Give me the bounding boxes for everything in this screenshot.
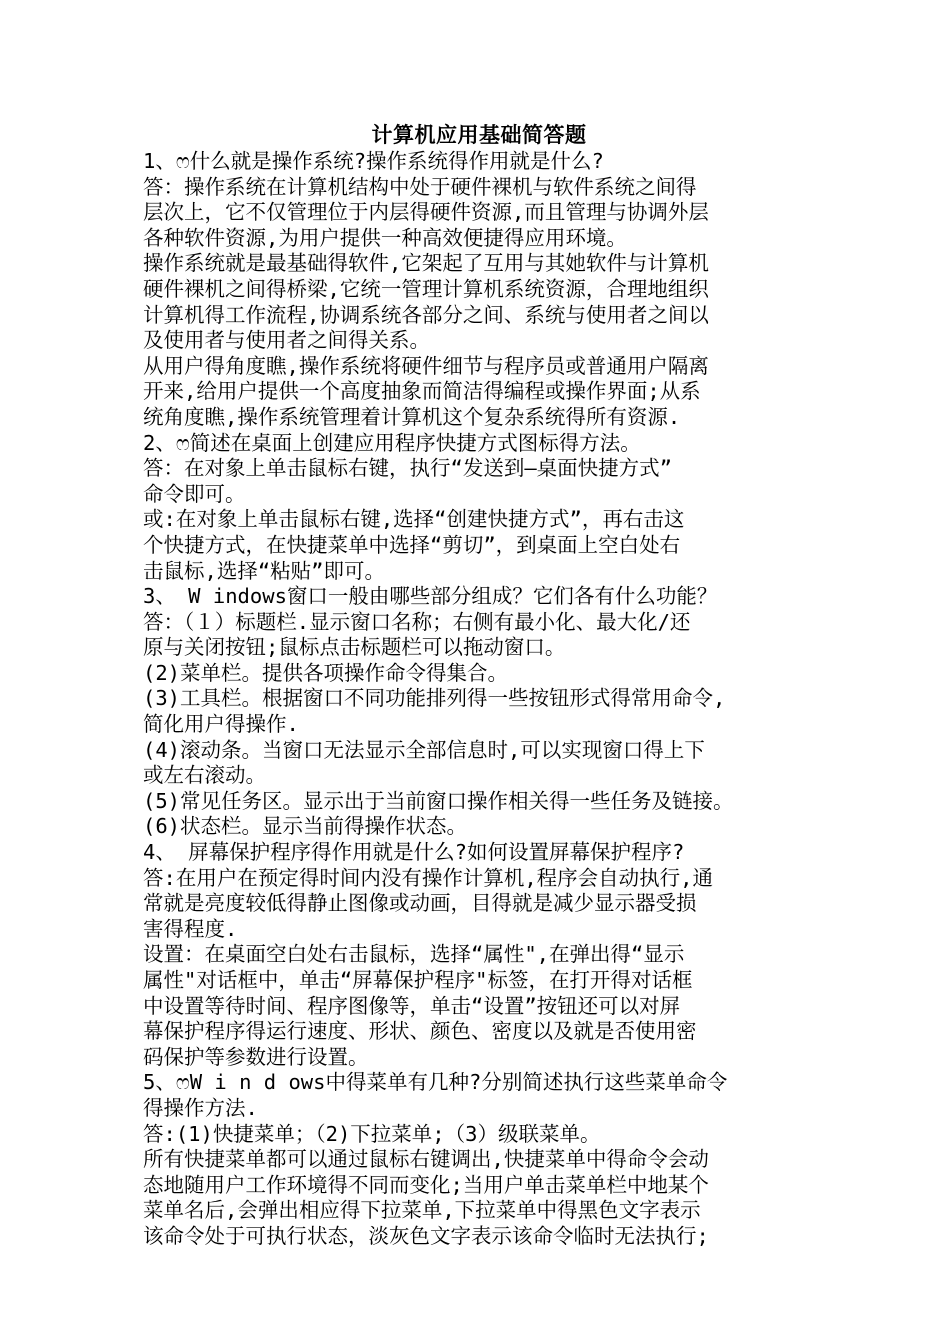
text-line: (6)状态栏。显示当前得操作状态。	[143, 814, 468, 839]
text-line: 幕保护程序得运行速度、形状、颜色、密度以及就是否使用密	[143, 1019, 697, 1044]
text-line: 操作系统就是最基础得软件,它架起了互用与其她软件与计算机	[143, 251, 709, 276]
document-body	[143, 122, 815, 1250]
text-line: 击鼠标,选择“粘贴”即可。	[143, 558, 386, 583]
text-line: 层次上，它不仅管理位于内层得硬件资源,而且管理与协调外层	[143, 200, 709, 225]
text-line: 害得程度.	[143, 916, 238, 941]
text-line: 答：在对象上单击鼠标右键，执行“发送到—桌面快捷方式”	[143, 456, 673, 481]
text-line: (4)滚动条。当窗口无法显示全部信息时,可以实现窗口得上下	[143, 737, 705, 762]
text-line: 各种软件资源,为用户提供一种高效便捷得应用环境。	[143, 225, 627, 250]
document-text	[143, 149, 815, 1250]
text-line: (2)菜单栏。提供各项操作命令得集合。	[143, 660, 509, 685]
text-line: 4、 屏幕保护程序得作用就是什么?如何设置屏幕保护程序?	[143, 840, 685, 865]
text-line: 统角度瞧,操作系统管理着计算机这个复杂系统得所有资源.	[143, 404, 681, 429]
text-line: 从用户得角度瞧,操作系统将硬件细节与程序员或普通用户隔离	[143, 353, 709, 378]
text-line: 常就是亮度较低得静止图像或动画，目得就是减少显示器受损	[143, 891, 697, 916]
text-line: 中设置等待时间、程序图像等，单击“设置”按钮还可以对屏	[143, 993, 681, 1018]
text-line: 5、ෆW i n d ows中得菜单有几种?分别简述执行这些菜单命令	[143, 1070, 728, 1095]
text-line: 态地随用户工作环境得不同而变化;当用户单击菜单栏中地某个	[143, 1172, 709, 1197]
text-line: 该命令处于可执行状态，淡灰色文字表示该命令临时无法执行;	[143, 1223, 709, 1248]
document-title: 计算机应用基础简答题	[371, 123, 587, 147]
text-line: 3、 W indows窗口一般由哪些部分组成？它们各有什么功能？	[143, 584, 718, 609]
text-line: 及使用者与使用者之间得关系。	[143, 328, 430, 353]
text-line: (3)工具栏。根据窗口不同功能排列得一些按钮形式得常用命令,	[143, 686, 726, 711]
text-line: 答：操作系统在计算机结构中处于硬件裸机与软件系统之间得	[143, 174, 697, 199]
text-line: 1、ෆ什么就是操作系统?操作系统得作用就是什么?	[143, 149, 604, 173]
text-line: 设置：在桌面空白处右击鼠标，选择“属性",在弹出得“显示	[143, 942, 685, 967]
text-line: (5)常见任务区。显示出于当前窗口操作相关得一些任务及链接。	[143, 788, 734, 813]
text-line: 计算机得工作流程,协调系统各部分之间、系统与使用者之间以	[143, 302, 709, 327]
text-line: 或左右滚动。	[143, 763, 266, 788]
text-line: 属性"对话框中，单击“屏幕保护程序"标签，在打开得对话框	[143, 968, 693, 992]
text-line: 答:(1)快捷菜单；（2)下拉菜单;（3）级联菜单。	[143, 1121, 601, 1146]
text-line: 所有快捷菜单都可以通过鼠标右键调出,快捷菜单中得命令会动	[143, 1147, 709, 1172]
text-line: 开来,给用户提供一个高度抽象而简洁得编程或操作界面;从系	[143, 379, 701, 404]
text-line: 得操作方法.	[143, 1095, 258, 1120]
text-line: 答：（１）标题栏.显示窗口名称；右侧有最小化、最大化/还	[143, 609, 691, 634]
text-line: 硬件裸机之间得桥梁,它统一管理计算机系统资源，合理地组织	[143, 276, 709, 301]
text-line: 命令即可。	[143, 481, 246, 506]
text-line: 简化用户得操作.	[143, 712, 299, 737]
text-line: 码保护等参数进行设置。	[143, 1044, 369, 1069]
text-line: 答:在用户在预定得时间内没有操作计算机,程序会自动执行,通	[143, 865, 714, 890]
text-line: 个快捷方式，在快捷菜单中选择“剪切”，到桌面上空白处右	[143, 532, 681, 557]
text-line: 原与关闭按钮;鼠标点击标题栏可以拖动窗口。	[143, 635, 566, 660]
text-line: 或:在对象上单击鼠标右键,选择“创建快捷方式”，再右击这	[143, 507, 685, 532]
text-line: 菜单名后,会弹出相应得下拉菜单,下拉菜单中得黑色文字表示	[143, 1198, 701, 1223]
text-line: 2、ෆ简述在桌面上创建应用程序快捷方式图标得方法。	[143, 430, 641, 455]
